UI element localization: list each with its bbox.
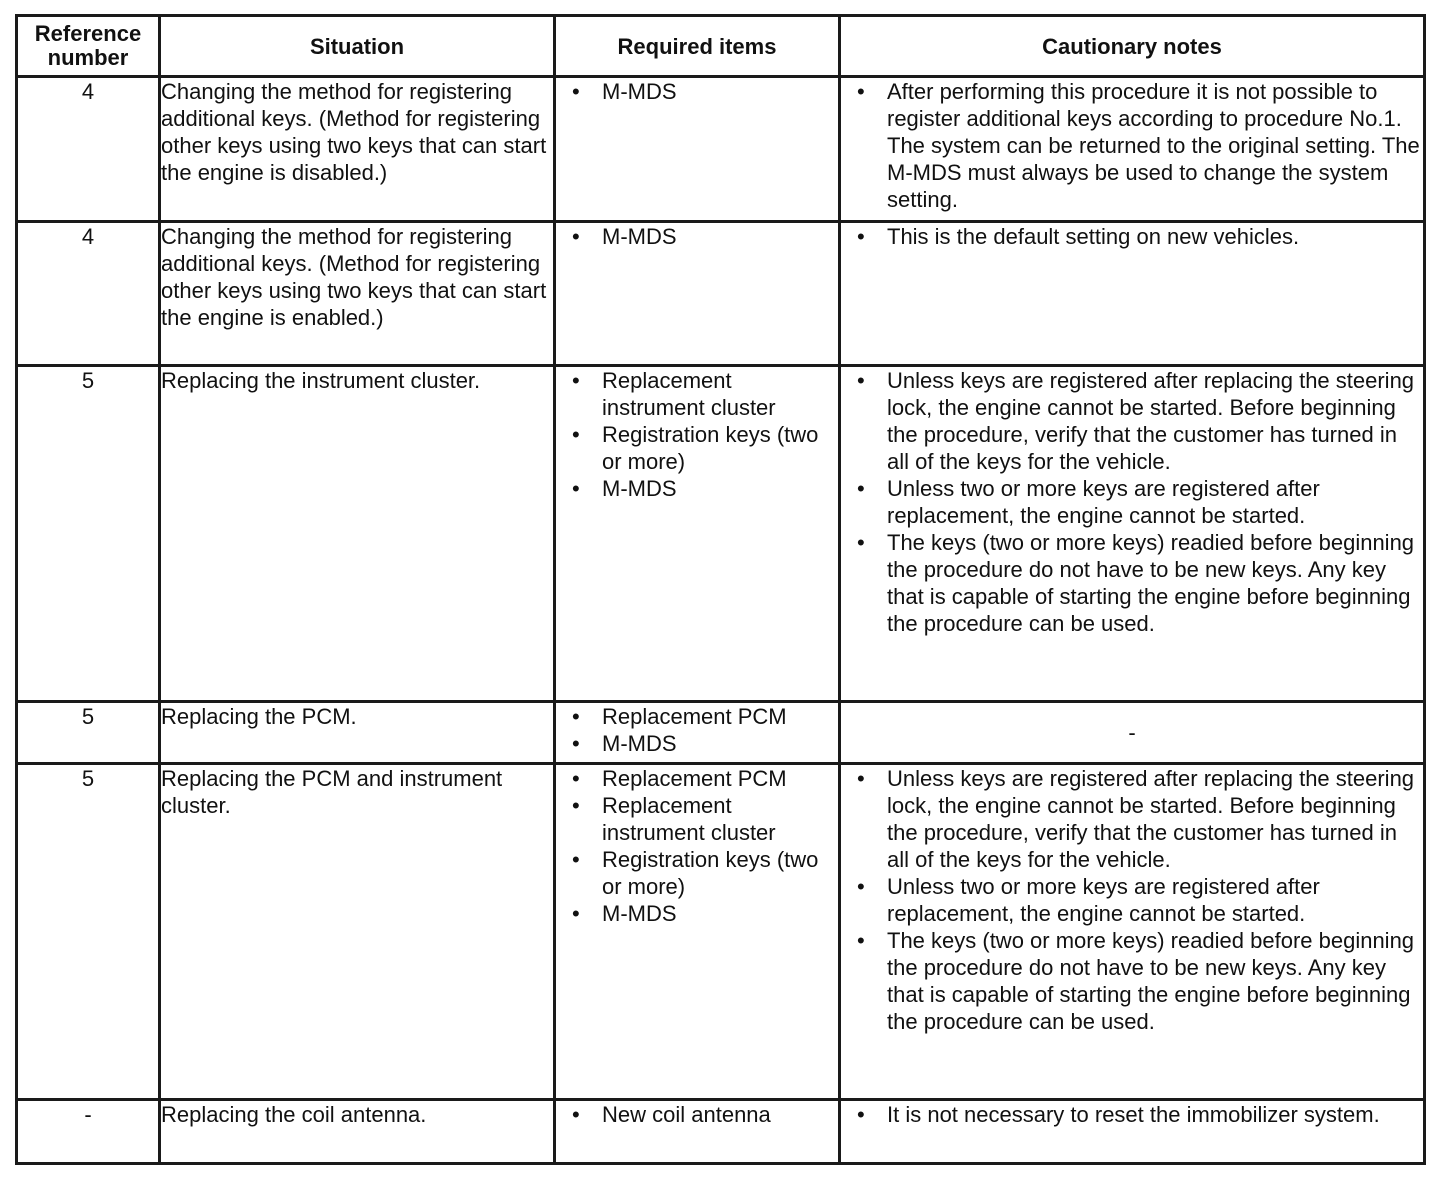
bullet-icon: • xyxy=(572,901,580,926)
bullet-icon: • xyxy=(572,1102,580,1127)
bullet-icon: • xyxy=(572,79,580,104)
list-item: • M-MDS xyxy=(572,79,677,104)
key-registration-procedure-table xyxy=(15,14,1426,1165)
list-item: • Unless two or more keys are registered after replacement, the engine cannot be started. xyxy=(857,476,1320,528)
table-row xyxy=(17,702,1425,764)
situation-cell: Replacing the PCM. xyxy=(160,702,555,764)
list-item: • M-MDS xyxy=(572,731,677,756)
list-item: • Unless keys are registered after replacing the steering lock, the engine cannot be started. Before beginning the procedure, verify that the customer has turned in all of the keys for the vehicle. xyxy=(857,766,1415,872)
bullet-icon: • xyxy=(857,874,865,899)
header-reference-number: Reference number xyxy=(17,16,160,77)
bullet-icon: • xyxy=(572,224,580,249)
bullet-icon: • xyxy=(857,928,865,953)
required-items-cell xyxy=(555,702,840,764)
bullet-icon: • xyxy=(857,530,865,555)
reference-number-cell: 4 xyxy=(17,77,160,222)
reference-number-cell: 4 xyxy=(17,222,160,366)
header-required-items: Required items xyxy=(555,16,840,77)
header-cautionary-notes: Cautionary notes xyxy=(840,16,1425,77)
bullet-icon: • xyxy=(857,224,865,249)
table-row xyxy=(17,1100,1425,1164)
situation-cell: Replacing the PCM and instrument cluster. xyxy=(160,764,555,1100)
list-item: • Registration keys (two or more) xyxy=(572,847,819,899)
table-row xyxy=(17,366,1425,702)
required-items-cell xyxy=(555,77,840,222)
bullet-icon: • xyxy=(572,476,580,501)
cautionary-notes-cell: - xyxy=(840,702,1425,764)
list-item: • M-MDS xyxy=(572,901,677,926)
table-row xyxy=(17,764,1425,1100)
situation-cell: Changing the method for registering additional keys. (Method for registering other keys using two keys that can start the engine is disabled.) xyxy=(160,77,555,222)
table-row xyxy=(17,222,1425,366)
reference-number-cell: - xyxy=(17,1100,160,1164)
required-items-cell xyxy=(555,222,840,366)
list-item: • New coil antenna xyxy=(572,1102,771,1127)
list-item: • Replacement PCM xyxy=(572,766,787,791)
list-item: • Unless keys are registered after replacing the steering lock, the engine cannot be started. Before beginning the procedure, verify that the customer has turned in all of the keys for the vehicle. xyxy=(857,368,1415,474)
situation-cell: Changing the method for registering additional keys. (Method for registering other keys using two keys that can start the engine is enabled.) xyxy=(160,222,555,366)
header-row xyxy=(17,16,1425,77)
bullet-icon: • xyxy=(572,847,580,872)
bullet-icon: • xyxy=(572,766,580,791)
bullet-icon: • xyxy=(572,731,580,756)
required-items-cell xyxy=(555,1100,840,1164)
bullet-icon: • xyxy=(857,476,865,501)
cautionary-notes-cell xyxy=(840,1100,1425,1164)
list-item: • Replacement instrument cluster xyxy=(572,793,776,845)
cautionary-notes-cell xyxy=(840,77,1425,222)
reference-number-cell: 5 xyxy=(17,702,160,764)
reference-number-cell: 5 xyxy=(17,366,160,702)
list-item: • Replacement PCM xyxy=(572,704,787,729)
bullet-icon: • xyxy=(857,368,865,393)
list-item: • Registration keys (two or more) xyxy=(572,422,819,474)
required-items-cell xyxy=(555,366,840,702)
cautionary-notes-cell xyxy=(840,366,1425,702)
bullet-icon: • xyxy=(572,422,580,447)
cautionary-notes-cell xyxy=(840,764,1425,1100)
list-item: • It is not necessary to reset the immobilizer system. xyxy=(857,1102,1380,1127)
list-item: • After performing this procedure it is not possible to register additional keys according to procedure No.1. The system can be returned to the original setting. The M-MDS must always be used to change the system setting. xyxy=(857,79,1420,212)
list-item: • Unless two or more keys are registered after replacement, the engine cannot be started. xyxy=(857,874,1320,926)
bullet-icon: • xyxy=(857,1102,865,1127)
list-item: • Replacement instrument cluster xyxy=(572,368,776,420)
list-item: • The keys (two or more keys) readied before beginning the procedure do not have to be new keys. Any key that is capable of starting the engine before beginning the procedure can be used. xyxy=(857,530,1415,636)
cautionary-notes-cell xyxy=(840,222,1425,366)
bullet-icon: • xyxy=(857,79,865,104)
header-situation: Situation xyxy=(160,16,555,77)
bullet-icon: • xyxy=(572,704,580,729)
list-item: • M-MDS xyxy=(572,224,677,249)
required-items-cell xyxy=(555,764,840,1100)
bullet-icon: • xyxy=(572,368,580,393)
situation-cell: Replacing the coil antenna. xyxy=(160,1100,555,1164)
bullet-icon: • xyxy=(857,766,865,791)
list-item: • M-MDS xyxy=(572,476,677,501)
reference-number-cell: 5 xyxy=(17,764,160,1100)
list-item: • This is the default setting on new vehicles. xyxy=(857,224,1300,249)
situation-cell: Replacing the instrument cluster. xyxy=(160,366,555,702)
bullet-icon: • xyxy=(572,793,580,818)
table-row xyxy=(17,77,1425,222)
list-item: • The keys (two or more keys) readied before beginning the procedure do not have to be new keys. Any key that is capable of starting the engine before beginning the procedure can be used. xyxy=(857,928,1415,1034)
